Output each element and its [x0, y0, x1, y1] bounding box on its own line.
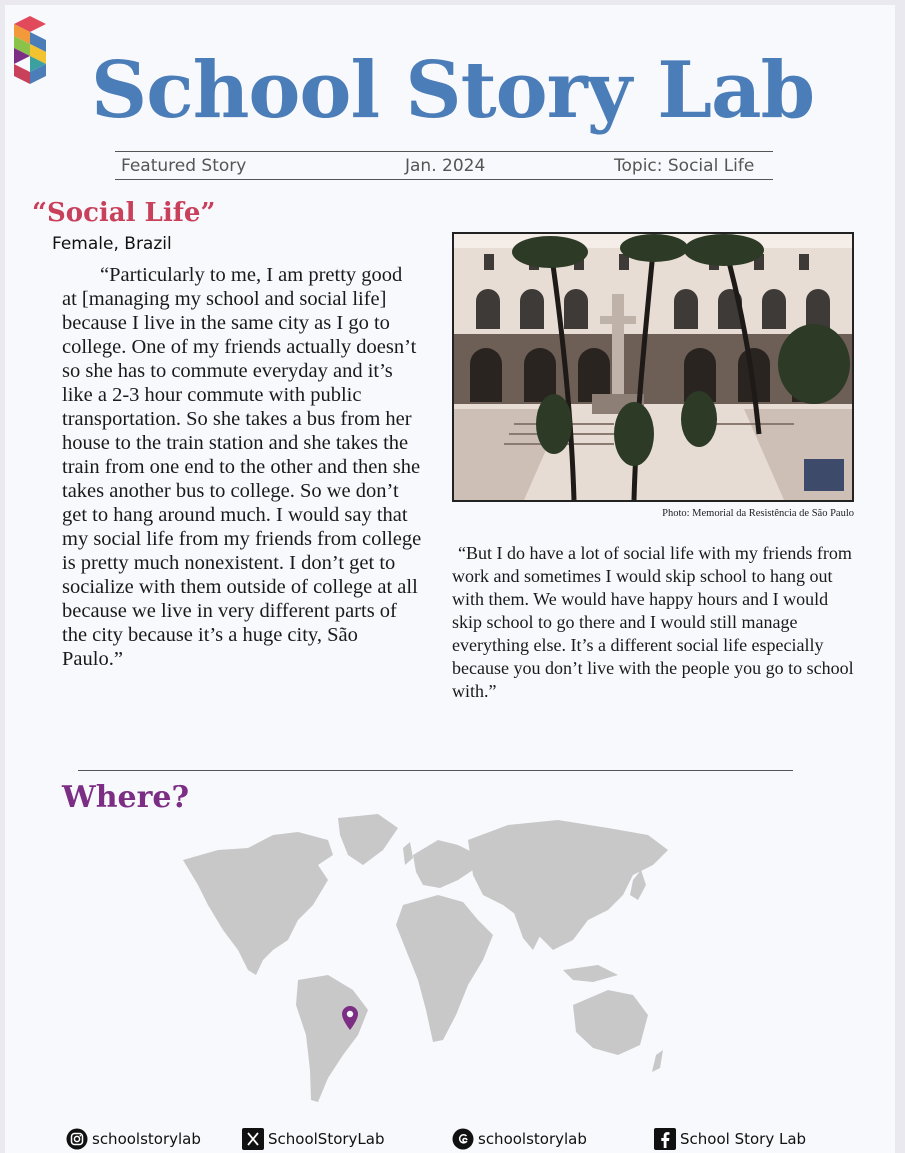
threads-handle: schoolstorylab — [478, 1130, 587, 1148]
uk-shape — [403, 842, 413, 865]
south-america-shape — [296, 975, 368, 1102]
story-title: “Social Life” — [32, 198, 216, 228]
topic-label: Topic: Social Life — [614, 156, 755, 176]
where-heading: Where? — [62, 780, 190, 815]
header-rule-top — [115, 151, 773, 152]
europe-shape — [413, 840, 478, 888]
section-divider — [78, 770, 793, 771]
story-quote-primary: “Particularly to me, I am pretty good at [managing my school and social life] because I live in the same city as I go to college. One of my friends actually doesn’t so she has to commute everyday and it’s like a 2-3 hour commute with public transportation. So she takes a bus from her house to the train station and she takes the train from one end to the other and then she takes another bus to college. So we don’t get to hang around much. I would say that my social life from my friends from college is pretty much nonexistent. I don’t get to socialize with them outside of college at all because we live in very different parts of the city because it’s a huge city, São Paulo.” — [62, 264, 422, 670]
issue-date: Jan. 2024 — [405, 156, 486, 176]
africa-shape — [396, 895, 493, 1042]
world-map — [178, 810, 678, 1110]
indonesia-shape — [563, 965, 618, 982]
facebook-icon — [654, 1128, 676, 1150]
social-threads[interactable] — [452, 1128, 587, 1150]
australia-shape — [573, 990, 648, 1055]
greenland-shape — [338, 814, 398, 865]
india-shape — [513, 910, 543, 950]
story-quote-secondary: “But I do have a lot of social life with my friends from work and sometimes I would skip school to hang out with them. We would have happy hours and I would skip school to go there and I would still manage everything else. It’s a different social life especially because you don’t live with the people you go to school with.” — [452, 543, 854, 701]
masthead-title: School Story Lab — [90, 45, 815, 136]
instagram-icon — [66, 1128, 88, 1150]
story-byline: Female, Brazil — [52, 234, 172, 254]
x-icon — [242, 1128, 264, 1150]
header-rule-bottom — [115, 179, 773, 180]
new-zealand-shape — [652, 1050, 663, 1072]
facebook-handle: School Story Lab — [680, 1130, 807, 1148]
social-instagram[interactable] — [66, 1128, 201, 1150]
featured-story-label: Featured Story — [121, 156, 247, 176]
courtyard-photo-illustration — [454, 234, 852, 500]
photo-caption: Photo: Memorial da Resistência de São Paulo — [662, 508, 854, 519]
x-handle: SchoolStoryLab — [268, 1130, 385, 1148]
instagram-handle: schoolstorylab — [92, 1130, 201, 1148]
social-x[interactable] — [242, 1128, 385, 1150]
social-facebook[interactable] — [654, 1128, 806, 1150]
courtyard-photo — [452, 232, 854, 502]
north-america-shape — [183, 832, 333, 975]
threads-icon — [452, 1128, 474, 1150]
